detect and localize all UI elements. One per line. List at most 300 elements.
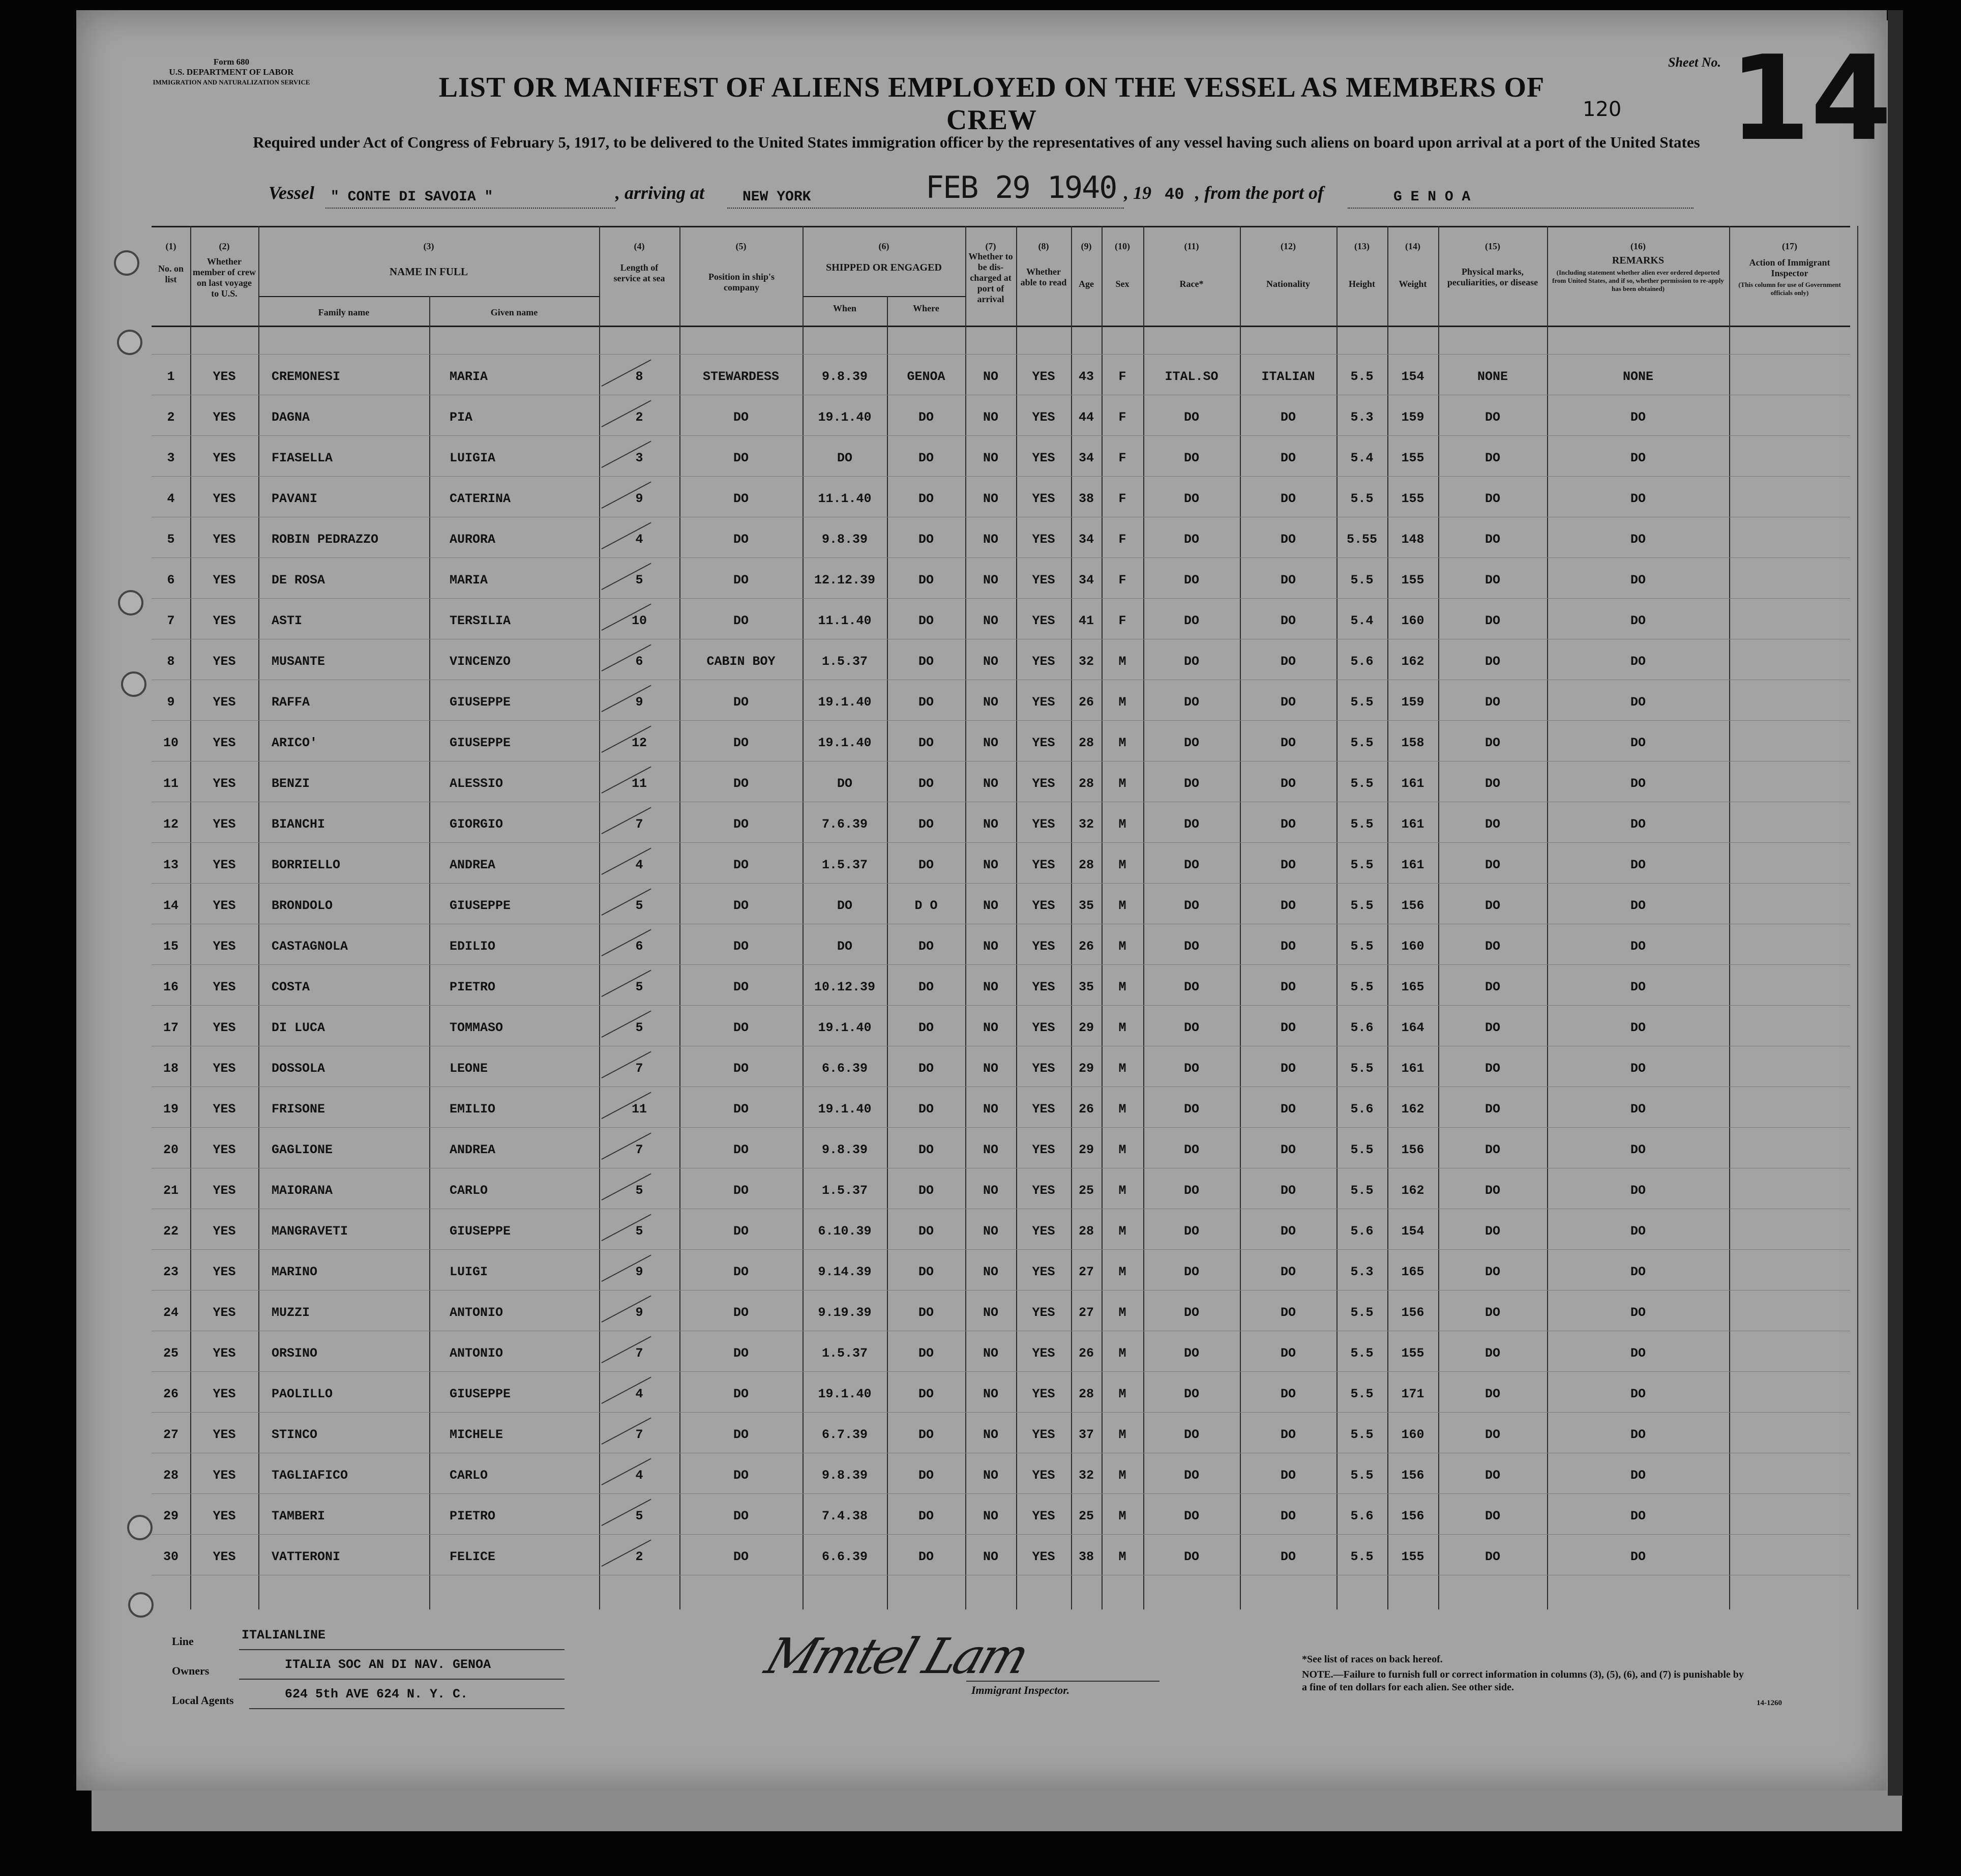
cell-physical-marks: DO — [1484, 491, 1500, 506]
cell-discharged: NO — [983, 695, 998, 710]
col-inspector-action: Action of Immigrant Inspector — [1749, 257, 1830, 278]
cell-physical-marks: DO — [1484, 817, 1500, 832]
cell-able-to-read: YES — [1032, 1346, 1055, 1361]
cell-remarks: DO — [1630, 1427, 1646, 1442]
cell-nationality: DO — [1280, 1305, 1296, 1320]
cell-remarks: DO — [1630, 1183, 1646, 1198]
cell-remarks: DO — [1630, 1549, 1646, 1564]
cell-height: 5.5 — [1350, 573, 1374, 588]
cell-discharged: NO — [983, 491, 998, 506]
cell-weight: 161 — [1401, 817, 1424, 832]
punch-hole-icon — [121, 671, 146, 697]
cell-family-name: DI LUCA — [272, 1020, 325, 1035]
cell-nationality: DO — [1280, 695, 1296, 710]
cell-family-name: ROBIN PEDRAZZO — [272, 532, 379, 547]
cell-row-number: 7 — [167, 613, 175, 628]
cell-family-name: MANGRAVETI — [272, 1224, 348, 1239]
cell-row-number: 13 — [163, 858, 179, 872]
owners-label: Owners — [172, 1664, 210, 1677]
table-row — [152, 598, 1850, 639]
cell-discharged: NO — [983, 776, 998, 791]
cell-last-voyage: YES — [213, 532, 236, 547]
cell-service-length: 2 — [635, 1549, 643, 1564]
cell-engaged-when: 19.1.40 — [818, 736, 872, 750]
cell-height: 5.5 — [1350, 1549, 1374, 1564]
sheet-edge — [1888, 10, 1903, 1796]
cell-race: DO — [1183, 491, 1199, 506]
cell-engaged-where: DO — [918, 858, 934, 872]
col-given-name: Given name — [490, 307, 538, 317]
cell-engaged-where: DO — [918, 532, 934, 547]
cell-last-voyage: YES — [213, 1224, 236, 1239]
cell-nationality: ITALIAN — [1261, 369, 1315, 384]
cell-engaged-when: 10.12.39 — [814, 980, 876, 994]
cell-family-name: BENZI — [272, 776, 310, 791]
cell-row-number: 30 — [163, 1549, 179, 1564]
table-row — [152, 1209, 1850, 1249]
table-row — [152, 558, 1850, 598]
cell-last-voyage: YES — [213, 654, 236, 669]
cell-nationality: DO — [1280, 654, 1296, 669]
table-row — [152, 761, 1850, 802]
penalty-note: NOTE.—Failure to furnish full or correct information in columns (3), (5), (6), and (7) is punishable by a fine of ten dollars for each alien. See other side. — [1302, 1669, 1744, 1693]
cell-physical-marks: DO — [1484, 1102, 1500, 1117]
from-port-label: , from the port of — [1195, 183, 1324, 203]
cell-sex: M — [1118, 736, 1126, 750]
cell-last-voyage: YES — [213, 1102, 236, 1117]
cell-age: 25 — [1078, 1509, 1094, 1523]
cell-able-to-read: YES — [1032, 1183, 1055, 1198]
cell-age: 26 — [1078, 1346, 1094, 1361]
col17-number: (17) — [1782, 241, 1797, 251]
cell-sex: M — [1118, 1509, 1126, 1523]
cell-weight: 155 — [1401, 573, 1424, 588]
cell-position: DO — [733, 1224, 749, 1239]
cell-engaged-where: DO — [918, 1061, 934, 1076]
cell-able-to-read: YES — [1032, 1020, 1055, 1035]
col-when: When — [833, 303, 856, 313]
cell-weight: 155 — [1401, 1346, 1424, 1361]
cell-remarks: DO — [1630, 736, 1646, 750]
cell-weight: 156 — [1401, 1305, 1424, 1320]
cell-physical-marks: DO — [1484, 776, 1500, 791]
cell-engaged-where: DO — [918, 736, 934, 750]
cell-age: 28 — [1078, 1224, 1094, 1239]
cell-sex: M — [1118, 1305, 1126, 1320]
cell-weight: 155 — [1401, 451, 1424, 465]
cell-height: 5.6 — [1350, 654, 1374, 669]
cell-engaged-when: 19.1.40 — [818, 1102, 872, 1117]
cell-age: 27 — [1078, 1265, 1094, 1279]
cell-race: ITAL.SO — [1165, 369, 1219, 384]
cell-last-voyage: YES — [213, 939, 236, 954]
cell-sex: M — [1118, 980, 1126, 994]
cell-position: DO — [733, 410, 749, 425]
cell-able-to-read: YES — [1032, 1509, 1055, 1523]
year-value: 40 — [1165, 185, 1184, 204]
cell-given-name: ANTONIO — [450, 1346, 503, 1361]
cell-discharged: NO — [983, 1102, 998, 1117]
cell-family-name: CASTAGNOLA — [272, 939, 348, 954]
cell-age: 29 — [1078, 1061, 1094, 1076]
cell-nationality: DO — [1280, 1020, 1296, 1035]
cell-able-to-read: YES — [1032, 1224, 1055, 1239]
cell-last-voyage: YES — [213, 1142, 236, 1157]
cell-family-name: BRONDOLO — [272, 898, 333, 913]
cell-weight: 159 — [1401, 695, 1424, 710]
cell-row-number: 9 — [167, 695, 175, 710]
form-code: 14-1260 — [1757, 1699, 1782, 1707]
cell-physical-marks: DO — [1484, 1061, 1500, 1076]
cell-family-name: DAGNA — [272, 410, 310, 425]
agents-underline — [249, 1708, 564, 1709]
cell-service-length: 5 — [635, 980, 643, 994]
table-row — [152, 1290, 1850, 1331]
cell-family-name: MUZZI — [272, 1305, 310, 1320]
cell-family-name: COSTA — [272, 980, 310, 994]
cell-physical-marks: DO — [1484, 736, 1500, 750]
cell-physical-marks: DO — [1484, 1549, 1500, 1564]
cell-row-number: 16 — [163, 980, 179, 994]
cell-service-length: 4 — [635, 1468, 643, 1483]
cell-race: DO — [1183, 1305, 1199, 1320]
col14-number: (14) — [1405, 241, 1420, 251]
cell-weight: 161 — [1401, 1061, 1424, 1076]
cell-given-name: GIORGIO — [450, 817, 503, 832]
cell-discharged: NO — [983, 736, 998, 750]
cell-race: DO — [1183, 654, 1199, 669]
cell-nationality: DO — [1280, 451, 1296, 465]
cell-height: 5.5 — [1350, 980, 1374, 994]
agents-value: 624 5th AVE 624 N. Y. C. — [285, 1687, 468, 1702]
cell-row-number: 27 — [163, 1427, 179, 1442]
cell-nationality: DO — [1280, 1061, 1296, 1076]
cell-engaged-when: 11.1.40 — [818, 613, 872, 628]
table-row — [152, 802, 1850, 842]
cell-engaged-when: 12.12.39 — [814, 573, 876, 588]
cell-age: 25 — [1078, 1183, 1094, 1198]
table-row — [152, 1453, 1850, 1493]
from-port: G E N O A — [1393, 189, 1471, 205]
cell-race: DO — [1183, 573, 1199, 588]
cell-sex: M — [1118, 1387, 1126, 1401]
cell-row-number: 5 — [167, 532, 175, 547]
cell-engaged-where: DO — [918, 1102, 934, 1117]
handwritten-code: 120 — [1583, 98, 1622, 121]
col13-number: (13) — [1354, 241, 1370, 251]
cell-weight: 171 — [1401, 1387, 1424, 1401]
cell-able-to-read: YES — [1032, 1549, 1055, 1564]
cell-weight: 165 — [1401, 1265, 1424, 1279]
cell-weight: 158 — [1401, 736, 1424, 750]
cell-height: 5.5 — [1350, 1061, 1374, 1076]
cell-weight: 160 — [1401, 613, 1424, 628]
cell-nationality: DO — [1280, 736, 1296, 750]
owners-underline — [239, 1679, 564, 1680]
cell-engaged-where: DO — [918, 491, 934, 506]
cell-row-number: 26 — [163, 1387, 179, 1401]
cell-weight: 162 — [1401, 1183, 1424, 1198]
table-row — [152, 883, 1850, 924]
cell-weight: 156 — [1401, 1142, 1424, 1157]
cell-given-name: TOMMASO — [450, 1020, 503, 1035]
cell-last-voyage: YES — [213, 817, 236, 832]
punch-hole-icon — [118, 590, 143, 615]
cell-age: 32 — [1078, 817, 1094, 832]
cell-age: 28 — [1078, 858, 1094, 872]
cell-discharged: NO — [983, 369, 998, 384]
col-nationality: Nationality — [1266, 279, 1310, 289]
cell-age: 35 — [1078, 980, 1094, 994]
cell-engaged-where: DO — [918, 1427, 934, 1442]
cell-discharged: NO — [983, 1387, 998, 1401]
cell-given-name: EDILIO — [450, 939, 496, 954]
cell-position: DO — [733, 573, 749, 588]
cell-family-name: RAFFA — [272, 695, 310, 710]
cell-row-number: 1 — [167, 369, 175, 384]
cell-remarks: DO — [1630, 613, 1646, 628]
cell-last-voyage: YES — [213, 491, 236, 506]
cell-able-to-read: YES — [1032, 451, 1055, 465]
table-row — [152, 1046, 1850, 1087]
cell-race: DO — [1183, 1061, 1199, 1076]
cell-physical-marks: DO — [1484, 613, 1500, 628]
cell-age: 34 — [1078, 451, 1094, 465]
cell-discharged: NO — [983, 1468, 998, 1483]
cell-discharged: NO — [983, 613, 998, 628]
cell-able-to-read: YES — [1032, 613, 1055, 628]
document-subtitle: Required under Act of Congress of February 5, 1917, to be delivered to the United States immigration officer by the representatives of any vessel having such aliens on board upon arrival at a port of the United States — [253, 133, 1700, 151]
cell-age: 28 — [1078, 1387, 1094, 1401]
cell-family-name: FRISONE — [272, 1102, 325, 1117]
year-label: , 19 — [1124, 183, 1151, 203]
col-discharged: Whether to be dis-charged at port of arrival — [968, 251, 1013, 304]
cell-weight: 165 — [1401, 980, 1424, 994]
cell-remarks: DO — [1630, 939, 1646, 954]
cell-sex: M — [1118, 695, 1126, 710]
inspector-label: Immigrant Inspector. — [971, 1684, 1070, 1696]
cell-sex: M — [1118, 1468, 1126, 1483]
cell-able-to-read: YES — [1032, 1305, 1055, 1320]
table-row — [152, 476, 1850, 517]
cell-weight: 156 — [1401, 898, 1424, 913]
cell-race: DO — [1183, 1346, 1199, 1361]
cell-service-length: 7 — [635, 1346, 643, 1361]
cell-race: DO — [1183, 1020, 1199, 1035]
cell-engaged-where: DO — [918, 410, 934, 425]
col-able-to-read: Whether able to read — [1020, 267, 1067, 287]
cell-discharged: NO — [983, 1224, 998, 1239]
cell-able-to-read: YES — [1032, 410, 1055, 425]
cell-service-length: 9 — [635, 1265, 643, 1279]
cell-given-name: GIUSEPPE — [450, 898, 511, 913]
cell-physical-marks: DO — [1484, 898, 1500, 913]
cell-position: DO — [733, 939, 749, 954]
cell-age: 37 — [1078, 1427, 1094, 1442]
cell-discharged: NO — [983, 410, 998, 425]
cell-position: DO — [733, 1183, 749, 1198]
cell-age: 28 — [1078, 736, 1094, 750]
cell-nationality: DO — [1280, 1142, 1296, 1157]
cell-race: DO — [1183, 1509, 1199, 1523]
cell-sex: M — [1118, 1061, 1126, 1076]
cell-position: DO — [733, 1020, 749, 1035]
cell-weight: 154 — [1401, 369, 1424, 384]
cell-nationality: DO — [1280, 1427, 1296, 1442]
cell-engaged-where: DO — [918, 980, 934, 994]
cell-engaged-where: DO — [918, 776, 934, 791]
cell-engaged-where: DO — [918, 451, 934, 465]
cell-race: DO — [1183, 532, 1199, 547]
cell-given-name: CATERINA — [450, 491, 511, 506]
cell-given-name: CARLO — [450, 1468, 488, 1483]
col-name-in-full: NAME IN FULL — [389, 266, 468, 278]
cell-row-number: 29 — [163, 1509, 179, 1523]
cell-physical-marks: DO — [1484, 410, 1500, 425]
cell-discharged: NO — [983, 858, 998, 872]
cell-height: 5.5 — [1350, 817, 1374, 832]
cell-physical-marks: DO — [1484, 858, 1500, 872]
cell-given-name: PIA — [450, 410, 473, 425]
cell-engaged-when: 9.8.39 — [821, 532, 868, 547]
cell-race: DO — [1183, 980, 1199, 994]
table-row — [152, 720, 1850, 761]
line-underline — [239, 1649, 564, 1650]
cell-engaged-when: 1.5.37 — [821, 858, 868, 872]
punch-hole-icon — [127, 1515, 153, 1540]
cell-discharged: NO — [983, 1346, 998, 1361]
cell-weight: 155 — [1401, 491, 1424, 506]
cell-position: DO — [733, 1468, 749, 1483]
cell-age: 27 — [1078, 1305, 1094, 1320]
cell-engaged-where: DO — [918, 1183, 934, 1198]
punch-hole-icon — [117, 330, 142, 355]
cell-last-voyage: YES — [213, 736, 236, 750]
cell-engaged-when: 1.5.37 — [821, 1346, 868, 1361]
col9-number: (9) — [1081, 241, 1092, 251]
cell-race: DO — [1183, 776, 1199, 791]
cell-engaged-where: DO — [918, 1265, 934, 1279]
cell-service-length: 5 — [635, 898, 643, 913]
cell-position: DO — [733, 695, 749, 710]
cell-sex: F — [1118, 410, 1126, 425]
cell-nationality: DO — [1280, 491, 1296, 506]
cell-service-length: 12 — [631, 736, 647, 750]
cell-remarks: DO — [1630, 980, 1646, 994]
cell-height: 5.5 — [1350, 898, 1374, 913]
cell-row-number: 17 — [163, 1020, 179, 1035]
col4-number: (4) — [634, 241, 645, 251]
cell-discharged: NO — [983, 532, 998, 547]
col7-number: (7) — [985, 241, 996, 251]
table-row — [152, 435, 1850, 476]
cell-age: 34 — [1078, 573, 1094, 588]
cell-discharged: NO — [983, 898, 998, 913]
cell-height: 5.5 — [1350, 1142, 1374, 1157]
table-row — [152, 964, 1850, 1005]
cell-given-name: GIUSEPPE — [450, 1224, 511, 1239]
cell-nationality: DO — [1280, 1468, 1296, 1483]
cell-height: 5.6 — [1350, 1020, 1374, 1035]
cell-nationality: DO — [1280, 817, 1296, 832]
col-physical-marks: Physical marks, peculiarities, or disease — [1447, 267, 1538, 287]
cell-nationality: DO — [1280, 980, 1296, 994]
cell-sex: F — [1118, 451, 1126, 465]
cell-race: DO — [1183, 1265, 1199, 1279]
col1-number: (1) — [165, 241, 176, 251]
vessel-name: " CONTE DI SAVOIA " — [331, 189, 493, 205]
cell-race: DO — [1183, 1468, 1199, 1483]
cell-discharged: NO — [983, 1427, 998, 1442]
cell-position: DO — [733, 613, 749, 628]
cell-position: DO — [733, 451, 749, 465]
cell-position: DO — [733, 1549, 749, 1564]
cell-last-voyage: YES — [213, 1305, 236, 1320]
cell-discharged: NO — [983, 654, 998, 669]
col-weight: Weight — [1399, 279, 1427, 289]
cell-service-length: 5 — [635, 1224, 643, 1239]
cell-age: 29 — [1078, 1142, 1094, 1157]
cell-engaged-when: 7.4.38 — [821, 1509, 868, 1523]
cell-row-number: 3 — [167, 451, 175, 465]
cell-family-name: FIASELLA — [272, 451, 333, 465]
cell-last-voyage: YES — [213, 1183, 236, 1198]
col15-number: (15) — [1485, 241, 1500, 251]
cell-service-length: 7 — [635, 1061, 643, 1076]
cell-engaged-when: 9.8.39 — [821, 1468, 868, 1483]
cell-able-to-read: YES — [1032, 532, 1055, 547]
cell-family-name: ARICO' — [272, 736, 318, 750]
cell-position: DO — [733, 1387, 749, 1401]
cell-physical-marks: DO — [1484, 1305, 1500, 1320]
cell-engaged-when: DO — [837, 898, 852, 913]
cell-race: DO — [1183, 1102, 1199, 1117]
cell-engaged-when: DO — [837, 939, 852, 954]
table-row — [152, 842, 1850, 883]
cell-position: DO — [733, 1142, 749, 1157]
cell-family-name: GAGLIONE — [272, 1142, 333, 1157]
cell-last-voyage: YES — [213, 695, 236, 710]
cell-height: 5.3 — [1350, 410, 1374, 425]
cell-nationality: DO — [1280, 573, 1296, 588]
cell-given-name: LUIGI — [450, 1265, 488, 1279]
cell-sex: M — [1118, 858, 1126, 872]
cell-able-to-read: YES — [1032, 776, 1055, 791]
col-remarks: REMARKS — [1612, 255, 1665, 266]
cell-row-number: 11 — [163, 776, 179, 791]
cell-remarks: DO — [1630, 1265, 1646, 1279]
cell-last-voyage: YES — [213, 573, 236, 588]
cell-remarks: DO — [1630, 1509, 1646, 1523]
cell-able-to-read: YES — [1032, 491, 1055, 506]
cell-row-number: 28 — [163, 1468, 179, 1483]
cell-weight: 164 — [1401, 1020, 1424, 1035]
cell-row-number: 18 — [163, 1061, 179, 1076]
col3-number: (3) — [423, 241, 434, 251]
cell-service-length: 11 — [631, 776, 647, 791]
cell-sex: M — [1118, 1183, 1126, 1198]
cell-discharged: NO — [983, 980, 998, 994]
cell-given-name: TERSILIA — [450, 613, 511, 628]
cell-service-length: 2 — [635, 410, 643, 425]
vessel-underline — [325, 208, 615, 209]
cell-weight: 162 — [1401, 654, 1424, 669]
cell-nationality: DO — [1280, 1509, 1296, 1523]
agents-label: Local Agents — [172, 1694, 234, 1707]
cell-remarks: DO — [1630, 654, 1646, 669]
cell-last-voyage: YES — [213, 1061, 236, 1076]
cell-race: DO — [1183, 1387, 1199, 1401]
